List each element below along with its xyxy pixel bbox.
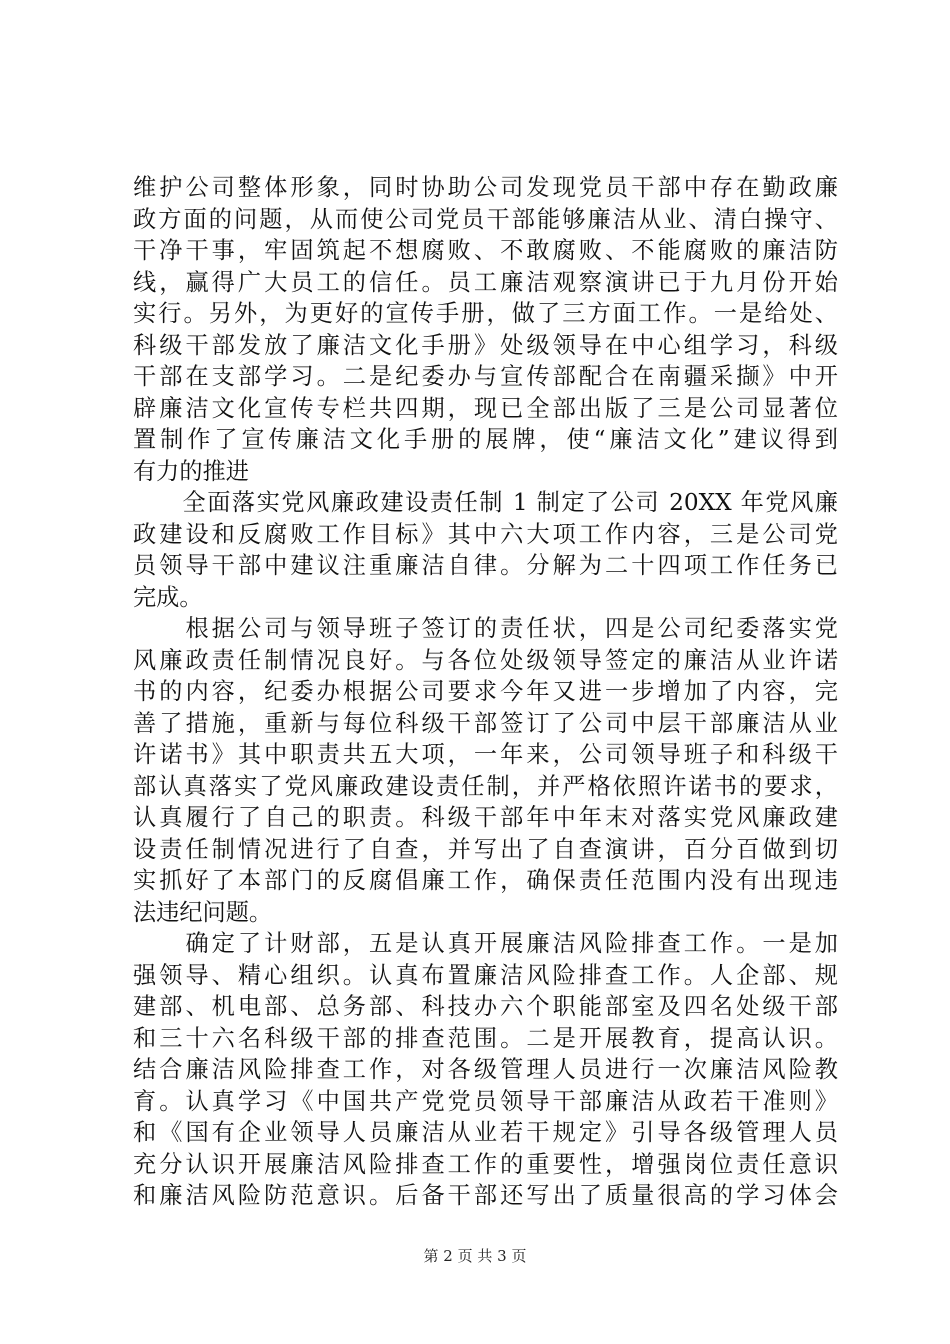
text-line: 辟廉洁文化宣传专栏共四期，现已全部出版了三是公司显著位 <box>133 394 838 422</box>
text-line: 完成。 <box>133 583 203 611</box>
text-line: 有力的推进 <box>133 457 249 485</box>
text-line: 确定了计财部，五是认真开展廉洁风险排查工作。一是加 <box>133 930 838 957</box>
text-line: 实抓好了本部门的反腐倡廉工作，确保责任范围内没有出现违 <box>133 867 838 894</box>
text-line: 干部在支部学习。二是纪委办与宣传部配合在南疆采撷》中开 <box>133 363 838 390</box>
text-line: 认真履行了自己的职责。科级干部年中年末对落实党风廉政建 <box>133 804 838 831</box>
text-line: 善了措施，重新与每位科级干部签订了公司中层干部廉洁从业 <box>133 709 838 737</box>
text-line: 员领导干部中建议注重廉洁自律。分解为二十四项工作任务已 <box>133 552 838 579</box>
text-line: 许诺书》其中职责共五大项，一年来，公司领导班子和科级干 <box>133 741 838 768</box>
text-line: 政方面的问题，从而使公司党员干部能够廉洁从业、清白操守、 <box>133 205 838 233</box>
document-body <box>133 172 838 1212</box>
text-line: 科级干部发放了廉洁文化手册》处级领导在中心组学习，科级 <box>133 331 838 359</box>
page-number-footer: 第 2 页 共 3 页 <box>423 1247 527 1265</box>
text-line: 结合廉洁风险排查工作，对各级管理人员进行一次廉洁风险教 <box>133 1056 838 1083</box>
text-line: 维护公司整体形象，同时协助公司发现党员干部中存在勤政廉 <box>133 174 838 201</box>
text-line: 建部、机电部、总务部、科技办六个职能部室及四名处级干部 <box>133 993 838 1020</box>
text-line: 政建设和反腐败工作目标》其中六大项工作内容，三是公司党 <box>133 520 838 548</box>
text-line: 和廉洁风险防范意识。后备干部还写出了质量很高的学习体会 <box>133 1182 838 1209</box>
text-line: 和三十六名科级干部的排查范围。二是开展教育，提高认识。 <box>133 1024 838 1052</box>
text-line: 法违纪问题。 <box>133 898 273 926</box>
text-line: 部认真落实了党风廉政建设责任制，并严格依照许诺书的要求， <box>133 772 838 800</box>
text-line: 全面落实党风廉政建设责任制 1 制定了公司 20XX 年党风廉 <box>133 489 838 516</box>
text-line: 和《国有企业领导人员廉洁从业若干规定》引导各级管理人员 <box>133 1119 838 1146</box>
text-line: 根据公司与领导班子签订的责任状，四是公司纪委落实党 <box>133 615 838 642</box>
text-line: 置制作了宣传廉洁文化手册的展牌，使“廉洁文化”建议得到 <box>133 426 838 453</box>
text-line: 风廉政责任制情况良好。与各位处级领导签定的廉洁从业许诺 <box>133 646 838 674</box>
text-line: 实行。另外，为更好的宣传手册，做了三方面工作。一是给处、 <box>133 300 838 327</box>
text-line: 充分认识开展廉洁风险排查工作的重要性，增强岗位责任意识 <box>133 1150 838 1178</box>
text-line: 强领导、精心组织。认真布置廉洁风险排查工作。人企部、规 <box>133 961 838 989</box>
text-line: 设责任制情况进行了自查，并写出了自查演讲，百分百做到切 <box>133 835 838 863</box>
text-line: 育。认真学习《中国共产党党员领导干部廉洁从政若干准则》 <box>133 1087 838 1115</box>
text-line: 线，赢得广大员工的信任。员工廉洁观察演讲已于九月份开始 <box>133 268 838 296</box>
text-line: 书的内容，纪委办根据公司要求今年又进一步增加了内容，完 <box>133 678 838 705</box>
text-line: 干净干事，牢固筑起不想腐败、不敢腐败、不能腐败的廉洁防 <box>133 237 838 264</box>
